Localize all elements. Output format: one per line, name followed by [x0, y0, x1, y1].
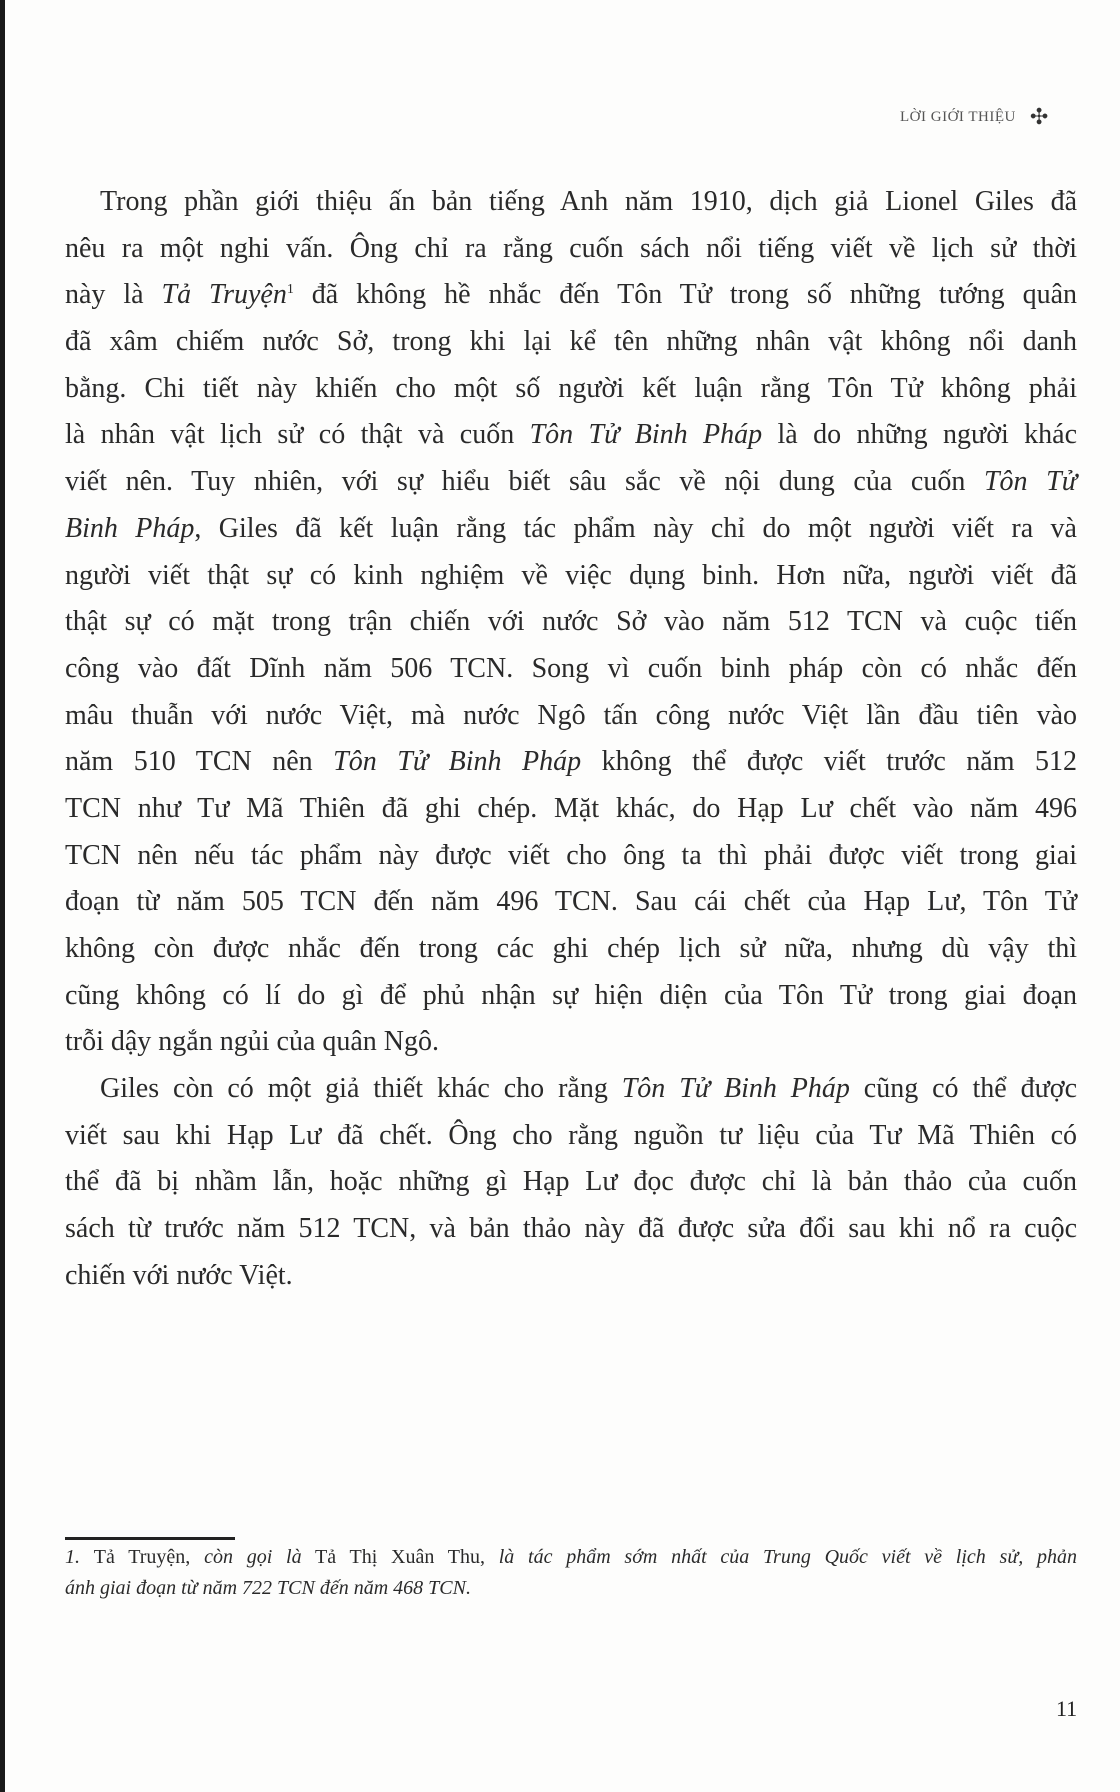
footnote-rule: [65, 1537, 235, 1540]
text-line: [65, 973, 1077, 1020]
text-segment: cũng có thể được: [849, 1073, 1077, 1105]
text-segment: , Giles đã kết luận rằng tác phẩm này chỉ do một người viết ra và: [194, 512, 1077, 544]
text-segment: đoạn từ năm 505 TCN đến năm 496 TCN. Sau cái chết của Hạp Lư, Tôn Tử: [65, 886, 1077, 918]
text-segment: chiến với nước Việt.: [65, 1259, 293, 1291]
text-segment: là do những người khác: [762, 419, 1078, 451]
italic-text: Tôn Tử Binh Pháp: [529, 419, 763, 451]
text-segment: TCN như Tư Mã Thiên đã ghi chép. Mặt khác, do Hạp Lư chết vào năm 496: [65, 792, 1077, 824]
page-number: 11: [1056, 1696, 1078, 1721]
text-segment: cũng không có lí do gì để phủ nhận sự hiện diện của Tôn Tử trong giai đoạn: [65, 979, 1077, 1011]
text-line: [65, 412, 1077, 459]
italic-text: còn gọi là: [204, 1546, 302, 1568]
text-line: [65, 459, 1077, 506]
text-segment: Tả Truyện,: [93, 1546, 205, 1568]
text-line: [65, 926, 1077, 973]
text-segment: trỗi dậy ngắn ngủi của quân Ngô.: [65, 1026, 440, 1058]
text-line: [65, 1113, 1077, 1160]
text-segment: mâu thuẫn với nước Việt, mà nước Ngô tấn công nước Việt lần đầu tiên vào: [65, 699, 1077, 731]
text-line: [65, 272, 1077, 319]
footnote-ref[interactable]: 1: [286, 282, 294, 298]
text-segment: là nhân vật lịch sử có thật và cuốn: [65, 419, 530, 451]
text-segment: viết nên. Tuy nhiên, với sự hiểu biết sâu sắc về nội dung của cuốn: [65, 466, 984, 498]
footnote-line: [65, 1573, 1077, 1604]
italic-text: 1.: [65, 1546, 94, 1568]
text-line: [65, 506, 1077, 553]
text-line: [65, 366, 1077, 413]
text-line: [65, 226, 1077, 273]
text-segment: này là: [65, 279, 162, 311]
ornament-icon: ✣: [1029, 104, 1049, 129]
running-header: [900, 104, 1049, 130]
footnote: [65, 1542, 1077, 1604]
text-segment: Tả Thị Xuân Thu,: [301, 1546, 499, 1568]
italic-text: Tả Truyện: [161, 279, 287, 311]
text-line: [65, 646, 1077, 693]
scan-edge: [0, 0, 5, 1792]
text-segment: đã xâm chiếm nước Sở, trong khi lại kể tên những nhân vật không nổi danh: [65, 326, 1077, 358]
text-segment: nêu ra một nghi vấn. Ông chỉ ra rằng cuốn sách nổi tiếng viết về lịch sử thời: [65, 232, 1077, 264]
text-line: [65, 553, 1077, 600]
text-segment: năm 510 TCN nên: [65, 746, 334, 778]
text-line: [65, 1066, 1077, 1113]
text-segment: không thể được viết trước năm 512: [581, 746, 1077, 778]
text-line: [65, 179, 1077, 226]
text-line: [65, 739, 1077, 786]
text-segment: thể đã bị nhầm lẫn, hoặc những gì Hạp Lư đọc được chỉ là bản thảo của cuốn: [65, 1166, 1077, 1198]
text-line: [65, 1253, 1077, 1300]
text-segment: đã không hề nhắc đến Tôn Tử trong số những tướng quân: [293, 279, 1078, 311]
text-line: [65, 1019, 1077, 1066]
running-title: LỜI GIỚI THIỆU: [900, 108, 1016, 125]
italic-text: Binh Pháp: [65, 512, 195, 544]
body-text: [65, 179, 1077, 1300]
text-line: [65, 879, 1077, 926]
footnote-line: [65, 1542, 1077, 1573]
italic-text: ánh giai đoạn từ năm 722 TCN đến năm 468 TCN.: [65, 1577, 471, 1599]
text-segment: công vào đất Dĩnh năm 506 TCN. Song vì cuốn binh pháp còn có nhắc đến: [65, 652, 1077, 684]
text-line: [65, 599, 1077, 646]
text-segment: người viết thật sự có kinh nghiệm về việc dụng binh. Hơn nữa, người viết đã: [65, 559, 1077, 591]
text-segment: TCN nên nếu tác phẩm này được viết cho ông ta thì phải được viết trong giai: [65, 839, 1077, 871]
italic-text: là tác phẩm sớm nhất của Trung Quốc viết về lịch sử, phản: [498, 1546, 1077, 1568]
text-segment: Giles còn có một giả thiết khác cho rằng: [100, 1073, 622, 1105]
text-segment: viết sau khi Hạp Lư đã chết. Ông cho rằng nguồn tư liệu của Tư Mã Thiên có: [65, 1119, 1077, 1151]
text-segment: thật sự có mặt trong trận chiến với nước Sở vào năm 512 TCN và cuộc tiến: [65, 606, 1077, 638]
text-line: [65, 833, 1077, 880]
text-segment: bằng. Chi tiết này khiến cho một số người kết luận rằng Tôn Tử không phải: [65, 372, 1077, 404]
text-line: [65, 786, 1077, 833]
italic-text: Tôn Tử Binh Pháp: [621, 1073, 850, 1105]
text-line: [65, 693, 1077, 740]
italic-text: Tôn Tử: [983, 466, 1078, 498]
text-line: [65, 319, 1077, 366]
text-segment: không còn được nhắc đến trong các ghi chép lịch sử nữa, nhưng dù vậy thì: [65, 933, 1077, 964]
text-segment: Trong phần giới thiệu ấn bản tiếng Anh năm 1910, dịch giả Lionel Giles đã: [100, 186, 1077, 217]
text-line: [65, 1159, 1077, 1206]
italic-text: Tôn Tử Binh Pháp: [333, 746, 582, 778]
text-segment: sách từ trước năm 512 TCN, và bản thảo này đã được sửa đổi sau khi nổ ra cuộc: [65, 1213, 1077, 1245]
text-line: [65, 1206, 1077, 1253]
